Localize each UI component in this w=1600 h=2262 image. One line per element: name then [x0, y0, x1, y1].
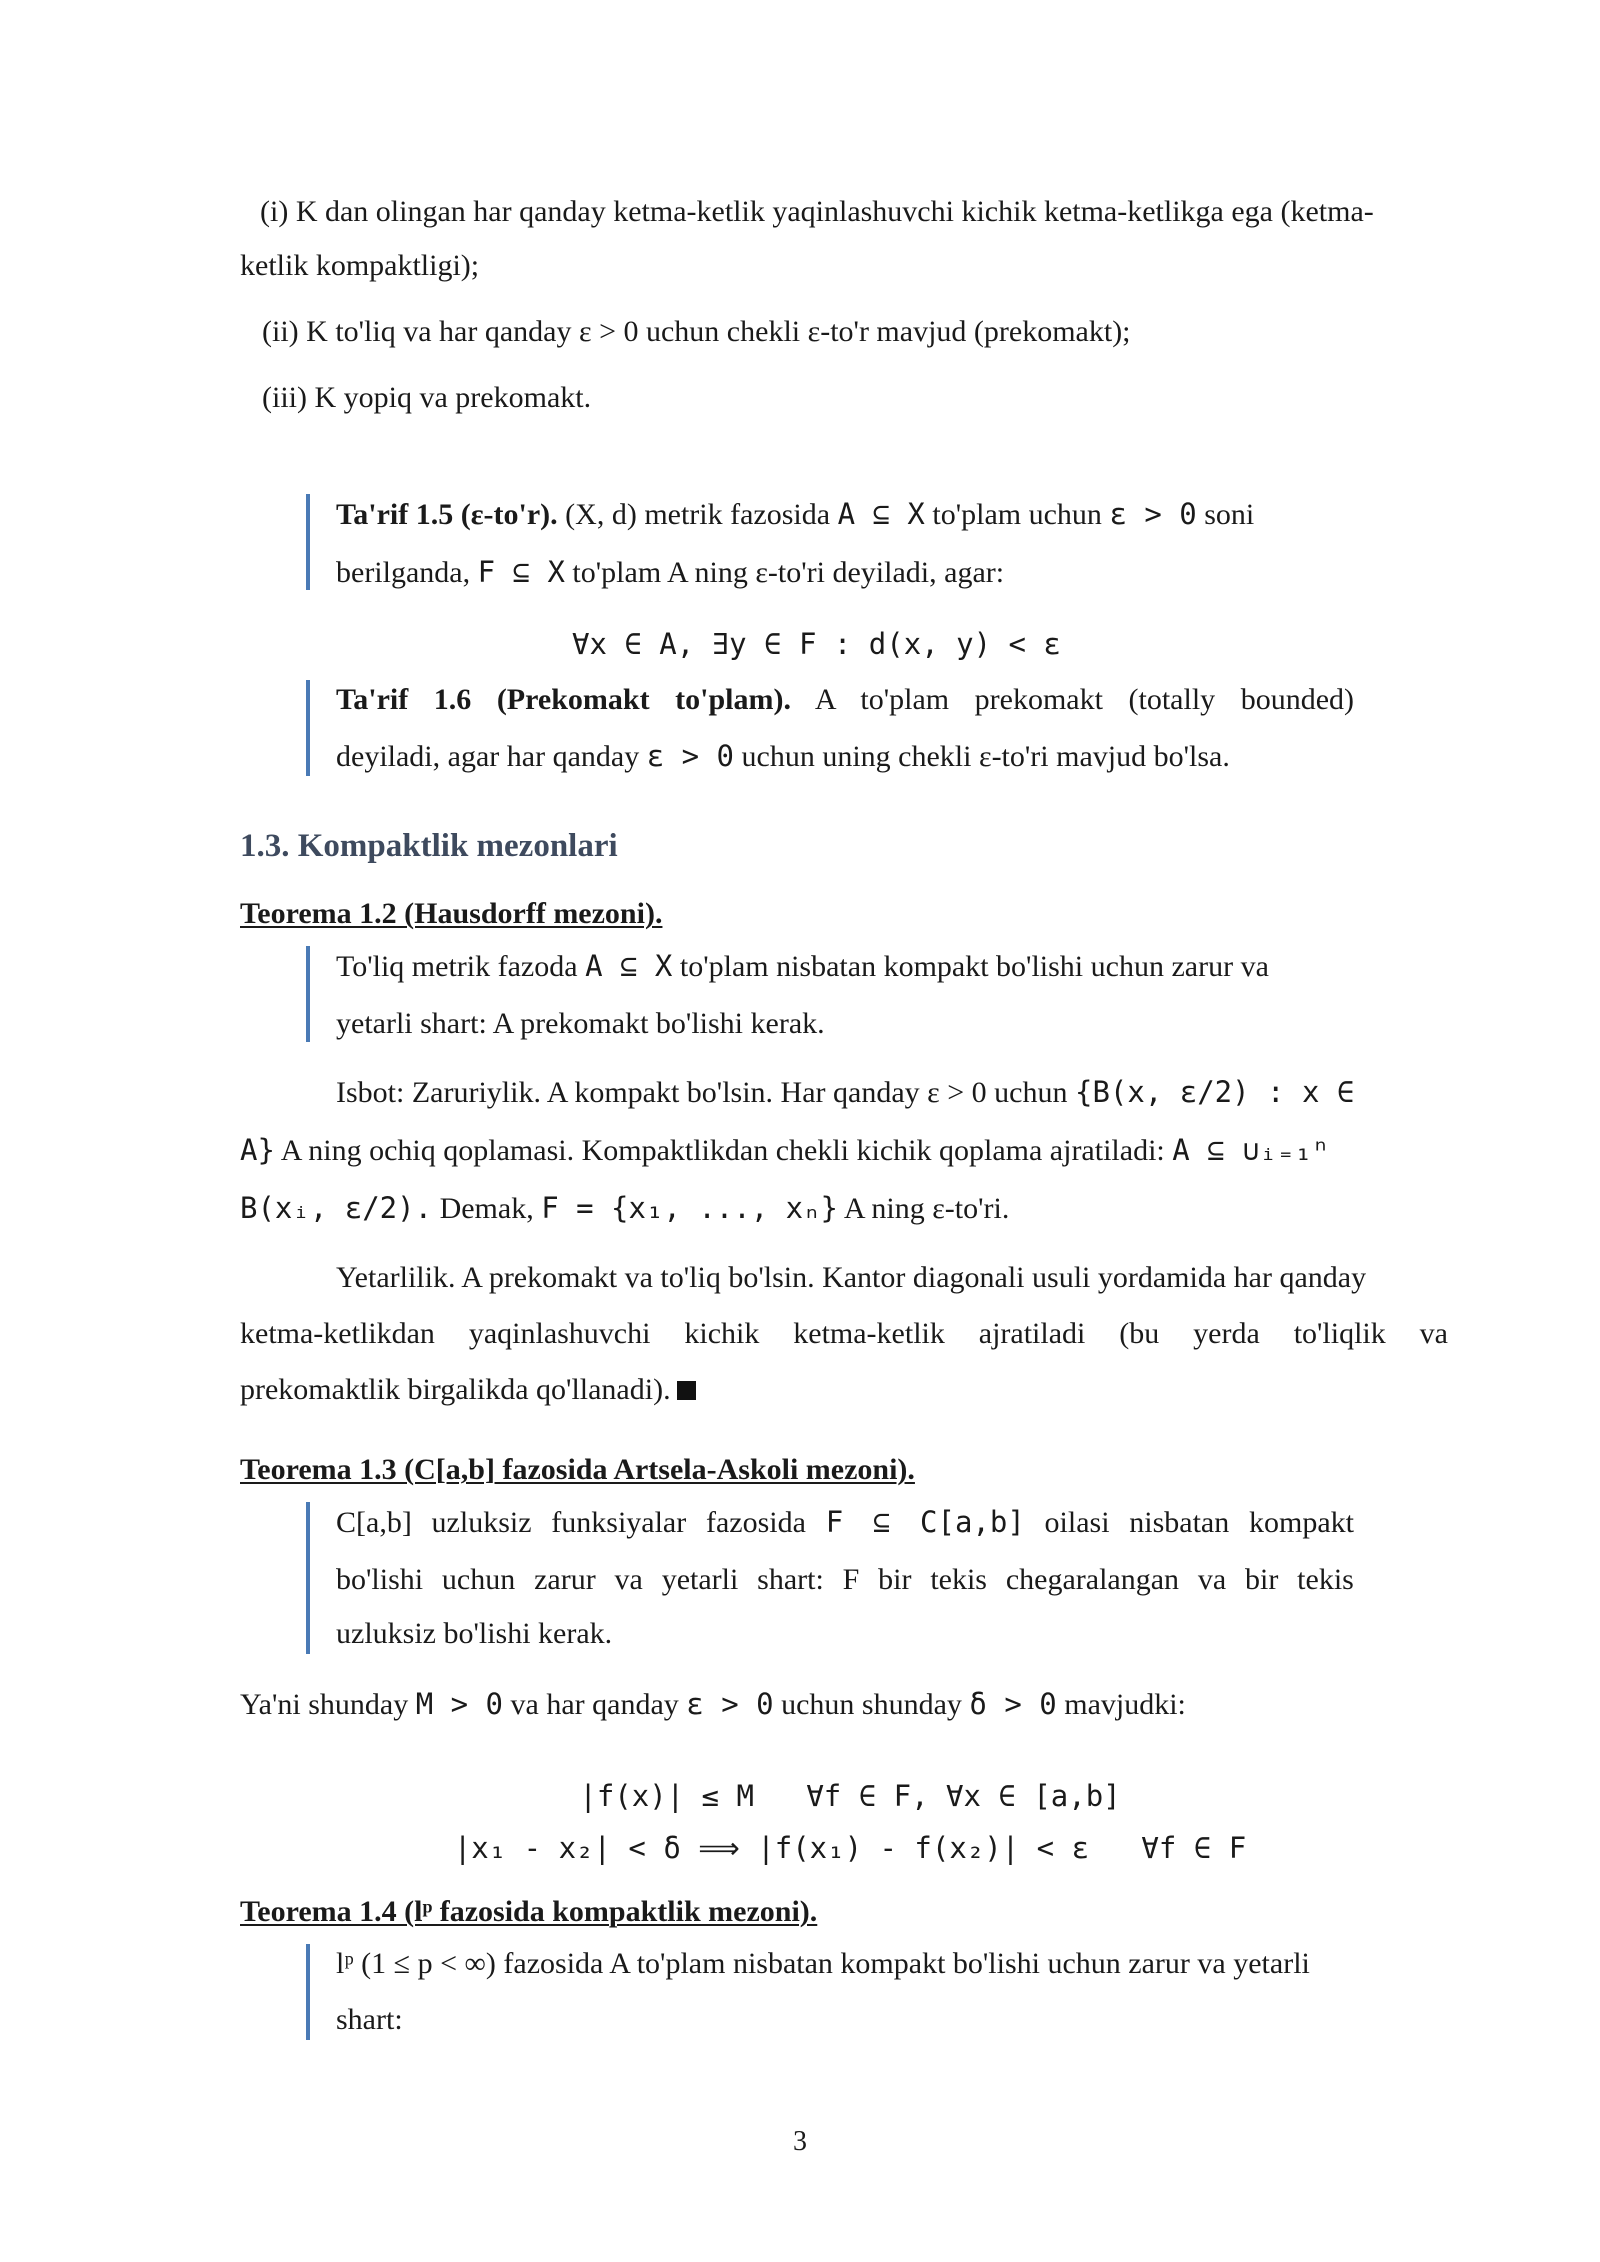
definition-bar	[306, 680, 310, 776]
word: tekis	[930, 1563, 987, 1596]
word: kichik	[684, 1317, 760, 1350]
section-heading: 1.3. Kompaktlik mezonlari	[240, 828, 618, 864]
word: ajratiladi	[978, 1317, 1086, 1350]
text: To'liq metrik fazoda	[336, 950, 586, 983]
text: A ning ochiq qoplamasi. Kompaktlikdan chekli kichik qoplama ajratiladi:	[274, 1134, 1173, 1167]
text: to'plam uchun	[924, 498, 1110, 531]
page-number: 3	[793, 2126, 807, 2157]
text: mavjudki:	[1056, 1688, 1186, 1721]
text: (X, d) metrik fazosida	[557, 498, 838, 531]
theorem-bar	[306, 946, 310, 1042]
text: berilganda,	[336, 556, 478, 589]
math: {B(x, ε/2) : x ∈	[1074, 1075, 1355, 1109]
word: shart:	[757, 1563, 824, 1596]
definition-title: Ta'rif 1.6 (Prekomakt to'plam).	[336, 683, 791, 716]
text: to'plam nisbatan kompakt bo'lishi uchun zarur va	[672, 950, 1269, 983]
definition-1-5-line2	[336, 552, 1004, 593]
word: bir	[878, 1563, 912, 1596]
text: uchun uning chekli ε-to'ri mavjud bo'lsa.	[734, 740, 1230, 773]
proof-p2-line2	[240, 1314, 1448, 1354]
theorem-1-2-title: Teorema 1.2 (Hausdorff mezoni).	[240, 897, 663, 930]
math: ε > 0	[646, 739, 735, 773]
math: M > 0	[415, 1687, 504, 1721]
proof-p2-line1: Yetarlilik. A prekomakt va to'liq bo'lsin. Kantor diagonali usuli yordamida har qanday	[336, 1261, 1367, 1294]
equicontinuity-formula: |x₁ - x₂| < δ ⟹ |f(x₁) - f(x₂)| < ε ∀f ∈ F	[453, 1831, 1247, 1865]
math: A ⊆ X	[585, 949, 673, 983]
text: deyiladi, agar har qanday	[336, 740, 647, 773]
text: prekomaktlik birgalikda qo'llanadi).	[240, 1373, 671, 1406]
word: (bu	[1119, 1317, 1160, 1350]
theorem-1-4-line2: shart:	[336, 2003, 403, 2036]
text: Demak,	[432, 1192, 542, 1225]
qed-square-icon	[677, 1381, 696, 1400]
math: ε > 0	[686, 1687, 774, 1721]
yani-line	[240, 1684, 1186, 1725]
definition-1-6-line2	[336, 736, 1230, 777]
math: δ > 0	[969, 1687, 1057, 1721]
bound-formula: |f(x)| ≤ M ∀f ∈ F, ∀x ∈ [a,b]	[579, 1779, 1121, 1813]
theorem-1-4-title: Teorema 1.4 (lᵖ fazosida kompaktlik mezoni).	[240, 1895, 818, 1928]
theorem-1-2-line1	[336, 946, 1269, 987]
word: va	[1197, 1563, 1227, 1596]
word: va	[614, 1563, 643, 1596]
theorem-1-3-line1	[336, 1502, 1354, 1543]
word: uchun	[441, 1563, 516, 1596]
word: ketma-ketlikdan	[240, 1317, 435, 1350]
definition-1-6-line1	[336, 680, 1354, 720]
theorem-bar	[306, 1502, 310, 1654]
word: bo'lishi	[336, 1563, 424, 1596]
word: yerda	[1193, 1317, 1260, 1350]
math: F = {x₁, ..., xₙ}	[541, 1191, 839, 1225]
word: F	[842, 1563, 860, 1596]
theorem-1-4-line1: lᵖ (1 ≤ p < ∞) fazosida A to'plam nisbatan kompakt bo'lishi uchun zarur va yetarli	[336, 1947, 1310, 1980]
epsilon-net-formula: ∀x ∈ A, ∃y ∈ F : d(x, y) < ε	[572, 627, 1061, 661]
math: A ⊆ X	[837, 497, 925, 531]
math: F ⊆ X	[477, 555, 565, 589]
text: uchun shunday	[773, 1688, 970, 1721]
definition-title: Ta'rif 1.5 (ε-to'r).	[336, 498, 558, 531]
proof-p1-line1	[336, 1072, 1354, 1113]
word: bir	[1245, 1563, 1279, 1596]
text: A ning ε-to'ri.	[838, 1192, 1010, 1225]
word: zarur	[534, 1563, 596, 1596]
proof-p2-line3	[240, 1370, 696, 1410]
list-item-ii: (ii) K to'liq va har qanday ε > 0 uchun chekli ε-to'r mavjud (prekomakt);	[262, 315, 1131, 348]
text: oilasi nisbatan kompakt	[1024, 1506, 1354, 1539]
word: va	[1419, 1317, 1448, 1350]
math: A}	[240, 1133, 275, 1167]
math: F ⊆ C[a,b]	[825, 1505, 1025, 1539]
list-item-iii: (iii) K yopiq va prekomakt.	[262, 381, 592, 414]
text: Isbot: Zaruriylik. A kompakt bo'lsin. Har qanday ε > 0 uchun	[336, 1076, 1075, 1109]
math: ε > 0	[1109, 497, 1197, 531]
theorem-bar	[306, 1944, 310, 2040]
word: yaqinlashuvchi	[468, 1317, 651, 1350]
theorem-1-3-line2	[336, 1560, 1354, 1600]
proof-p1-line2	[240, 1130, 1329, 1171]
proof-p1-line3	[240, 1188, 1009, 1229]
list-item-i-line2: ketlik kompaktligi);	[240, 249, 480, 282]
theorem-1-3-title: Teorema 1.3 (C[a,b] fazosida Artsela-Askoli mezoni).	[240, 1453, 915, 1486]
word: chegaralangan	[1005, 1563, 1180, 1596]
text: Ya'ni shunday	[240, 1688, 416, 1721]
word: tekis	[1297, 1563, 1354, 1596]
definition-bar	[306, 494, 310, 590]
text: C[a,b] uzluksiz funksiyalar fazosida	[336, 1506, 826, 1539]
word: ketma-ketlik	[793, 1317, 945, 1350]
theorem-1-2-line2: yetarli shart: A prekomakt bo'lishi kerak.	[336, 1007, 825, 1040]
text: to'plam A ning ε-to'ri deyiladi, agar:	[564, 556, 1005, 589]
list-item-i-line1: (i) K dan olingan har qanday ketma-ketlik yaqinlashuvchi kichik ketma-ketlikga ega (ketma-	[260, 195, 1374, 228]
text: soni	[1196, 498, 1255, 531]
definition-1-5-line1	[336, 494, 1254, 535]
math: B(xᵢ, ε/2).	[240, 1191, 433, 1225]
text: A to'plam prekomakt (totally bounded)	[790, 683, 1354, 716]
word: to'liqlik	[1293, 1317, 1386, 1350]
theorem-1-3-line3: uzluksiz bo'lishi kerak.	[336, 1617, 613, 1650]
word: yetarli	[661, 1563, 739, 1596]
math: A ⊆ ∪ᵢ₌₁ⁿ	[1172, 1133, 1330, 1167]
text: va har qanday	[503, 1688, 687, 1721]
